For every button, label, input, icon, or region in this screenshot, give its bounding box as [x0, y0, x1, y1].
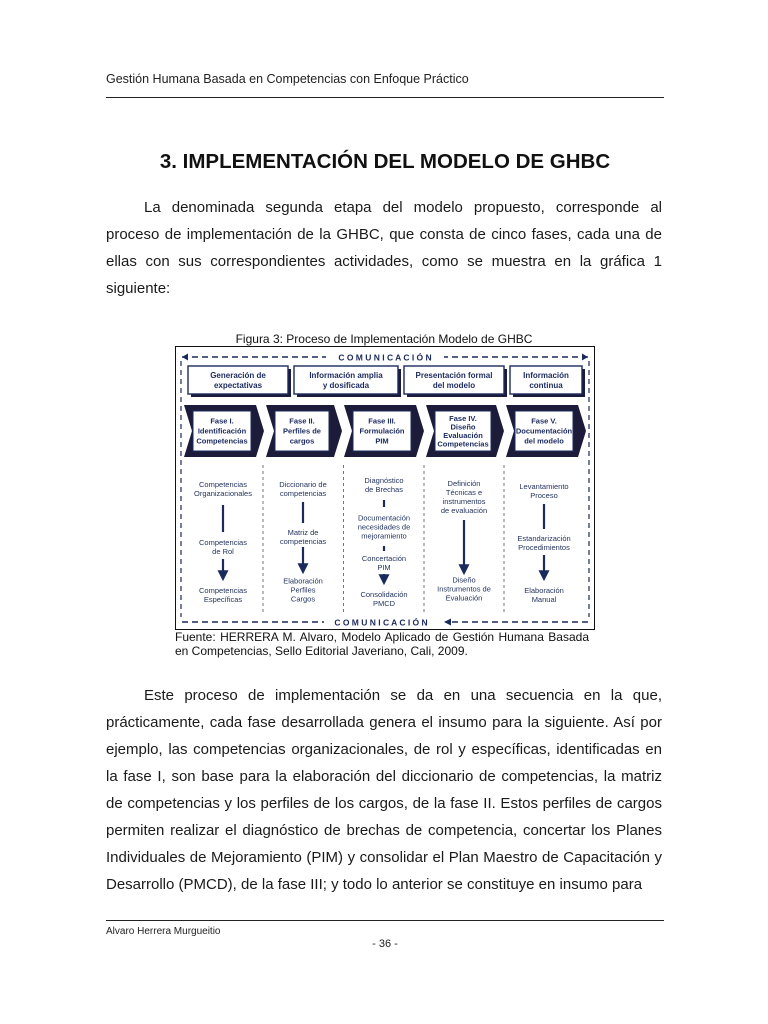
- activity-label: competencias: [279, 489, 327, 499]
- activity-label: Instrumentos de: [437, 584, 491, 594]
- phase-label: Fase I.: [210, 416, 234, 426]
- activity-label: Evaluación: [445, 593, 483, 603]
- phase-activity-column: [424, 465, 491, 612]
- activity-label: PIM: [377, 563, 391, 573]
- phase-label: Identificación: [197, 426, 247, 436]
- phase-activity-column: [263, 465, 327, 612]
- activity-label: Competencias: [199, 480, 247, 490]
- page-number: - 36 -: [372, 938, 398, 950]
- top-box-label: continua: [529, 380, 563, 390]
- phase-box: [506, 405, 586, 457]
- top-box-label: expectativas: [213, 380, 263, 390]
- phase-label: Diseño: [450, 422, 476, 432]
- top-box-label: Generación de: [210, 370, 266, 380]
- top-box-label: Presentación formal: [415, 370, 493, 380]
- top-comm-arrow-left: [182, 354, 188, 361]
- activity-label: de Rol: [212, 547, 234, 557]
- phase-label: Fase V.: [531, 416, 557, 426]
- body-paragraph: Este proceso de implementación se da en una secuencia en la que, prácticamente, cada fase desarrollada genera el insumo para la siguiente. Así por ejemplo, las competencias organizacionales, de rol y específicas, identificadas en la fase I, son base para la elaboración del diccionario de competencias, la matriz de competencias y los perfiles de los cargos, de la fase II. Estos perfiles de cargos permiten realizar el diagnóstico de brechas de competencia, concertar los Planes Individuales de Mejoramiento (PIM) y consolidar el Plan Maestro de Capacitación y Desarrollo (PMCD), de la fase III; y todo lo anterior se constituye en insumo para: [106, 687, 662, 893]
- activity-label: Elaboración: [524, 586, 564, 596]
- figure-caption: Figura 3: Proceso de Implementación Modelo de GHBC: [235, 332, 533, 346]
- top-box: [404, 366, 507, 397]
- phase-box: [184, 405, 264, 457]
- phase-box: [266, 405, 342, 457]
- top-box-label: del modelo: [432, 380, 476, 390]
- bottom-communication-label: C O M U N I C A C I Ó N: [334, 617, 428, 628]
- footer-divider: [106, 920, 664, 921]
- phase-label: Evaluación: [443, 430, 483, 440]
- activity-label: Diseño: [452, 575, 476, 585]
- phase-activity-column: [344, 465, 411, 612]
- phase-label: Formulación: [359, 426, 405, 436]
- phase-label: PIM: [375, 436, 389, 446]
- figure-source: Fuente: HERRERA M. Alvaro, Modelo Aplicado de Gestión Humana Basada en Competencias, Sello Editorial Javeriano, Cali, 2009.: [175, 630, 589, 658]
- header-divider: [106, 97, 664, 98]
- activity-label: Proceso: [530, 491, 558, 501]
- activity-label: Documentación: [357, 513, 411, 523]
- phase-activity-column: [504, 465, 571, 612]
- phase-box: [344, 405, 424, 457]
- top-box-label: Información: [523, 370, 569, 380]
- footer-author: Alvaro Herrera Murgueitio: [106, 926, 221, 937]
- phase-label: Perfiles de: [283, 426, 321, 436]
- phase-label: Competencias: [437, 439, 489, 449]
- activity-label: Definición: [447, 479, 481, 489]
- activity-label: competencias: [279, 537, 327, 547]
- activity-label: mejoramiento: [361, 531, 407, 541]
- activity-label: Elaboración: [283, 576, 323, 586]
- activity-label: Diccionario de: [279, 480, 327, 490]
- activity-label: Procedimientos: [518, 543, 570, 553]
- phase-label: cargos: [289, 436, 315, 446]
- running-header: Gestión Humana Basada en Competencias con Enfoque Práctico: [106, 72, 469, 86]
- phase-label: Fase III.: [368, 416, 396, 426]
- phase-label: Fase IV.: [449, 413, 477, 423]
- top-box: [188, 366, 291, 397]
- intro-paragraph: La denominada segunda etapa del modelo propuesto, corresponde al proceso de implementación de la GHBC, que consta de cinco fases, cada una de ellas con sus correspondientes actividades, como se muestra en la gráfica 1 siguiente:: [106, 199, 662, 297]
- section-title: 3. IMPLEMENTACIÓN DEL MODELO DE GHBC: [159, 150, 611, 173]
- activity-label: Levantamiento: [519, 482, 569, 492]
- activity-label: Cargos: [290, 594, 316, 604]
- phase-activity-column: [194, 480, 252, 604]
- activity-label: Concertación: [361, 554, 407, 564]
- top-box: [510, 366, 585, 397]
- phase-label: Fase II.: [289, 416, 315, 426]
- activity-label: de evaluación: [440, 506, 488, 516]
- process-diagram: [175, 346, 595, 630]
- activity-label: Consolidación: [360, 590, 408, 600]
- top-box-label: Información amplia: [309, 370, 383, 380]
- phase-box: [426, 405, 504, 457]
- phase-label: del modelo: [524, 436, 564, 446]
- activity-label: instrumentos: [442, 497, 486, 507]
- activity-label: de Brechas: [365, 485, 403, 495]
- activity-label: Competencias: [199, 586, 247, 596]
- activity-label: Competencias: [199, 538, 247, 548]
- activity-label: Específicas: [203, 595, 243, 605]
- activity-label: Técnicas e: [445, 488, 483, 498]
- activity-label: necesidades de: [357, 522, 411, 532]
- activity-label: Organizacionales: [194, 489, 252, 499]
- activity-label: Estandarización: [517, 534, 571, 544]
- top-box: [294, 366, 401, 397]
- activity-label: PMCD: [372, 599, 396, 609]
- activity-label: Perfiles: [290, 585, 316, 595]
- phase-label: Competencias: [196, 436, 248, 446]
- top-box-label: y dosificada: [322, 380, 370, 390]
- phase-label: Documentación: [515, 426, 573, 436]
- top-communication-label: C O M U N I C A C I Ó N: [338, 352, 432, 363]
- activity-label: Matriz de: [287, 528, 319, 538]
- activity-label: Diagnóstico: [364, 476, 404, 486]
- top-comm-arrow: [582, 354, 588, 361]
- activity-label: Manual: [531, 595, 557, 605]
